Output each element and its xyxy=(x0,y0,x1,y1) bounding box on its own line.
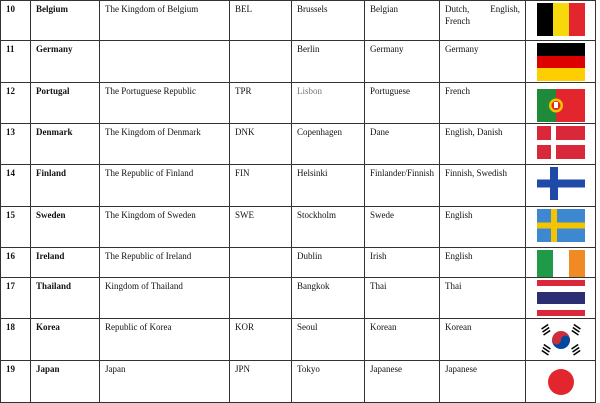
flag-cell xyxy=(526,278,596,319)
flag-cell xyxy=(526,124,596,165)
table-row xyxy=(1,1,596,41)
row-number: 10 xyxy=(1,1,31,41)
row-number: 19 xyxy=(1,361,31,403)
demonym: Belgian xyxy=(365,1,440,41)
languages-line1: Dutch, English, xyxy=(445,4,520,14)
demonym: Portuguese xyxy=(365,83,440,124)
row-number: 12 xyxy=(1,83,31,124)
table-row xyxy=(1,361,596,403)
country-name: Ireland xyxy=(31,248,100,278)
flag-cell xyxy=(526,41,596,83)
official-name: The Republic of Finland xyxy=(100,165,230,207)
country-name: Japan xyxy=(31,361,100,403)
languages: English xyxy=(440,207,526,248)
languages: English, Danish xyxy=(440,124,526,165)
official-name: The Portuguese Republic xyxy=(100,83,230,124)
row-number: 13 xyxy=(1,124,31,165)
japan-flag-icon xyxy=(537,363,585,401)
capital: Tokyo xyxy=(292,361,365,403)
demonym: Japanese xyxy=(365,361,440,403)
languages: French xyxy=(440,83,526,124)
capital: Helsinki xyxy=(292,165,365,207)
row-number: 11 xyxy=(1,41,31,83)
languages: Finnish, Swedish xyxy=(440,165,526,207)
demonym: Thai xyxy=(365,278,440,319)
capital: Lisbon xyxy=(292,83,365,124)
germany-flag-icon xyxy=(537,43,585,81)
country-name: Denmark xyxy=(31,124,100,165)
country-name: Portugal xyxy=(31,83,100,124)
official-name: The Republic of Ireland xyxy=(100,248,230,278)
country-name: Finland xyxy=(31,165,100,207)
demonym: Korean xyxy=(365,319,440,361)
row-number: 15 xyxy=(1,207,31,248)
row-number: 14 xyxy=(1,165,31,207)
row-number: 17 xyxy=(1,278,31,319)
capital: Copenhagen xyxy=(292,124,365,165)
capital: Brussels xyxy=(292,1,365,41)
languages: Japanese xyxy=(440,361,526,403)
languages: Thai xyxy=(440,278,526,319)
thailand-flag-icon xyxy=(537,280,585,316)
table-row xyxy=(1,278,596,319)
country-code: DNK xyxy=(230,124,292,165)
flag-cell xyxy=(526,361,596,403)
row-number: 18 xyxy=(1,319,31,361)
sweden-flag-icon xyxy=(537,209,585,242)
official-name: Japan xyxy=(100,361,230,403)
official-name: Republic of Korea xyxy=(100,319,230,361)
official-name xyxy=(100,41,230,83)
table-row xyxy=(1,165,596,207)
flag-cell xyxy=(526,319,596,361)
denmark-flag-icon xyxy=(537,126,585,159)
country-code: BEL xyxy=(230,1,292,41)
demonym: Dane xyxy=(365,124,440,165)
country-name: Thailand xyxy=(31,278,100,319)
languages-line2: French xyxy=(445,16,470,26)
languages: Korean xyxy=(440,319,526,361)
table-row xyxy=(1,124,596,165)
table-row xyxy=(1,83,596,124)
country-name: Belgium xyxy=(31,1,100,41)
official-name: Kingdom of Thailand xyxy=(100,278,230,319)
languages: English xyxy=(440,248,526,278)
country-name: Germany xyxy=(31,41,100,83)
flag-cell xyxy=(526,207,596,248)
country-code xyxy=(230,248,292,278)
official-name: The Kingdom of Denmark xyxy=(100,124,230,165)
demonym: Swede xyxy=(365,207,440,248)
row-number: 16 xyxy=(1,248,31,278)
languages: Germany xyxy=(440,41,526,83)
table-row xyxy=(1,207,596,248)
demonym: Germany xyxy=(365,41,440,83)
capital: Dublin xyxy=(292,248,365,278)
korea-flag-icon xyxy=(537,321,585,359)
finland-flag-icon xyxy=(537,167,585,200)
capital: Stockholm xyxy=(292,207,365,248)
flag-cell xyxy=(526,248,596,278)
table-row xyxy=(1,319,596,361)
country-code: FIN xyxy=(230,165,292,207)
demonym: Finlander/Finnish xyxy=(365,165,440,207)
official-name: The Kingdom of Sweden xyxy=(100,207,230,248)
languages xyxy=(440,1,526,41)
country-name: Korea xyxy=(31,319,100,361)
demonym: Irish xyxy=(365,248,440,278)
belgium-flag-icon xyxy=(537,3,585,36)
country-code xyxy=(230,278,292,319)
flag-cell xyxy=(526,165,596,207)
country-code: KOR xyxy=(230,319,292,361)
table-row xyxy=(1,248,596,278)
ireland-flag-icon xyxy=(537,250,585,277)
capital: Seoul xyxy=(292,319,365,361)
country-code: SWE xyxy=(230,207,292,248)
portugal-flag-icon xyxy=(537,89,585,122)
flag-cell xyxy=(526,1,596,41)
country-name: Sweden xyxy=(31,207,100,248)
flag-cell xyxy=(526,83,596,124)
capital: Bangkok xyxy=(292,278,365,319)
country-code xyxy=(230,41,292,83)
table-row xyxy=(1,41,596,83)
capital: Berlin xyxy=(292,41,365,83)
country-code: JPN xyxy=(230,361,292,403)
country-code: TPR xyxy=(230,83,292,124)
official-name: The Kingdom of Belgium xyxy=(100,1,230,41)
